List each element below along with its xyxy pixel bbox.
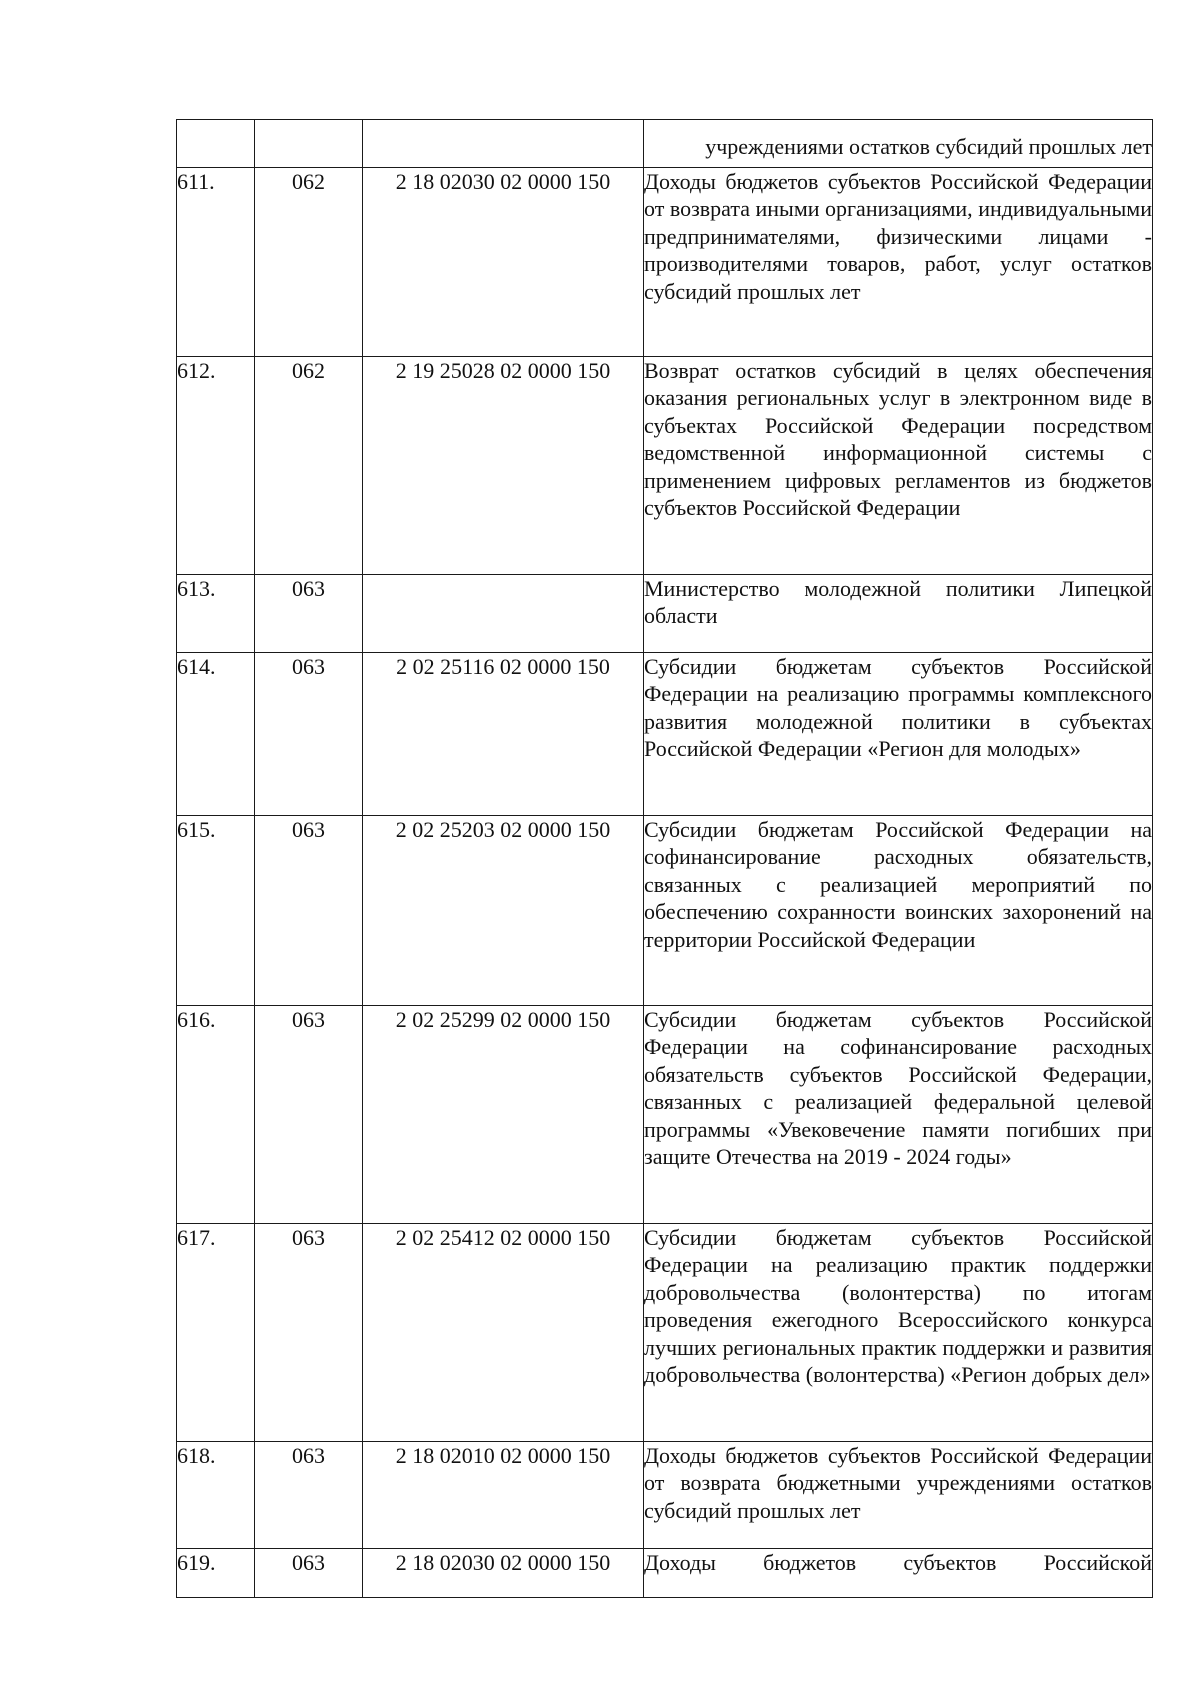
administrator-code: 062 [255, 168, 363, 357]
budget-classification-code: 2 02 25299 02 0000 150 [363, 1006, 644, 1224]
administrator-code: 063 [255, 1224, 363, 1442]
revenue-name: Возврат остатков субсидий в целях обеспечения оказания региональных услуг в электронном виде в субъектах Российской Федерации посредством ведомственной информационной системы с применением цифровых регламентов из бюджетов субъектов Российской Федерации [644, 357, 1153, 575]
row-number: 612. [177, 357, 255, 575]
row-number: 615. [177, 816, 255, 1006]
table-row [177, 120, 1153, 168]
budget-classification-code: 2 19 25028 02 0000 150 [363, 357, 644, 575]
row-number: 613. [177, 575, 255, 653]
row-number: 614. [177, 653, 255, 816]
revenue-name: Доходы бюджетов субъектов Российской [644, 1549, 1153, 1598]
budget-classification-code: 2 18 02030 02 0000 150 [363, 1549, 644, 1598]
administrator-code: 063 [255, 816, 363, 1006]
table-row [177, 1006, 1153, 1224]
row-number [177, 120, 255, 168]
revenue-name: Субсидии бюджетам субъектов Российской Федерации на реализацию практик поддержки добровольчества (волонтерства) по итогам проведения ежегодного Всероссийского конкурса лучших региональных практик поддержки и развития добровольчества (волонтерства) «Регион добрых дел» [644, 1224, 1153, 1442]
row-number: 616. [177, 1006, 255, 1224]
row-number: 611. [177, 168, 255, 357]
budget-classification-code [363, 575, 644, 653]
administrator-code [255, 120, 363, 168]
administrator-code: 063 [255, 1006, 363, 1224]
budget-classification-code: 2 18 02030 02 0000 150 [363, 168, 644, 357]
administrator-code: 062 [255, 357, 363, 575]
revenue-name: учреждениями остатков субсидий прошлых лет [644, 120, 1153, 168]
revenue-name: Субсидии бюджетам субъектов Российской Федерации на реализацию программы комплексного развития молодежной политики в субъектах Российской Федерации «Регион для молодых» [644, 653, 1153, 816]
budget-classification-code: 2 02 25116 02 0000 150 [363, 653, 644, 816]
administrator-code: 063 [255, 575, 363, 653]
table-row [177, 816, 1153, 1006]
budget-classification-code: 2 18 02010 02 0000 150 [363, 1442, 644, 1549]
budget-classification-code: 2 02 25412 02 0000 150 [363, 1224, 644, 1442]
revenue-name: Субсидии бюджетам субъектов Российской Федерации на софинансирование расходных обязательств субъектов Российской Федерации, связанных с реализацией федеральной целевой программы «Увековечение памяти погибших при защите Отечества на 2019 - 2024 годы» [644, 1006, 1153, 1224]
table-row [177, 653, 1153, 816]
administrator-code: 063 [255, 1442, 363, 1549]
budget-classification-code: 2 02 25203 02 0000 150 [363, 816, 644, 1006]
table-row [177, 168, 1153, 357]
administrator-code: 063 [255, 1549, 363, 1598]
budget-classification-code [363, 120, 644, 168]
row-number: 617. [177, 1224, 255, 1442]
table-row [177, 357, 1153, 575]
row-number: 619. [177, 1549, 255, 1598]
table-row [177, 1549, 1153, 1598]
revenue-name: Министерство молодежной политики Липецкой области [644, 575, 1153, 653]
table-row [177, 1224, 1153, 1442]
revenue-name: Доходы бюджетов субъектов Российской Федерации от возврата иными организациями, индивидуальными предпринимателями, физическими лицами - производителями товаров, работ, услуг остатков субсидий прошлых лет [644, 168, 1153, 357]
budget-revenue-table [176, 119, 1153, 1598]
table-row [177, 1442, 1153, 1549]
revenue-name: Доходы бюджетов субъектов Российской Федерации от возврата бюджетными учреждениями остатков субсидий прошлых лет [644, 1442, 1153, 1549]
table-row [177, 575, 1153, 653]
revenue-name: Субсидии бюджетам Российской Федерации на софинансирование расходных обязательств, связанных с реализацией мероприятий по обеспечению сохранности воинских захоронений на территории Российской Федерации [644, 816, 1153, 1006]
row-number: 618. [177, 1442, 255, 1549]
administrator-code: 063 [255, 653, 363, 816]
